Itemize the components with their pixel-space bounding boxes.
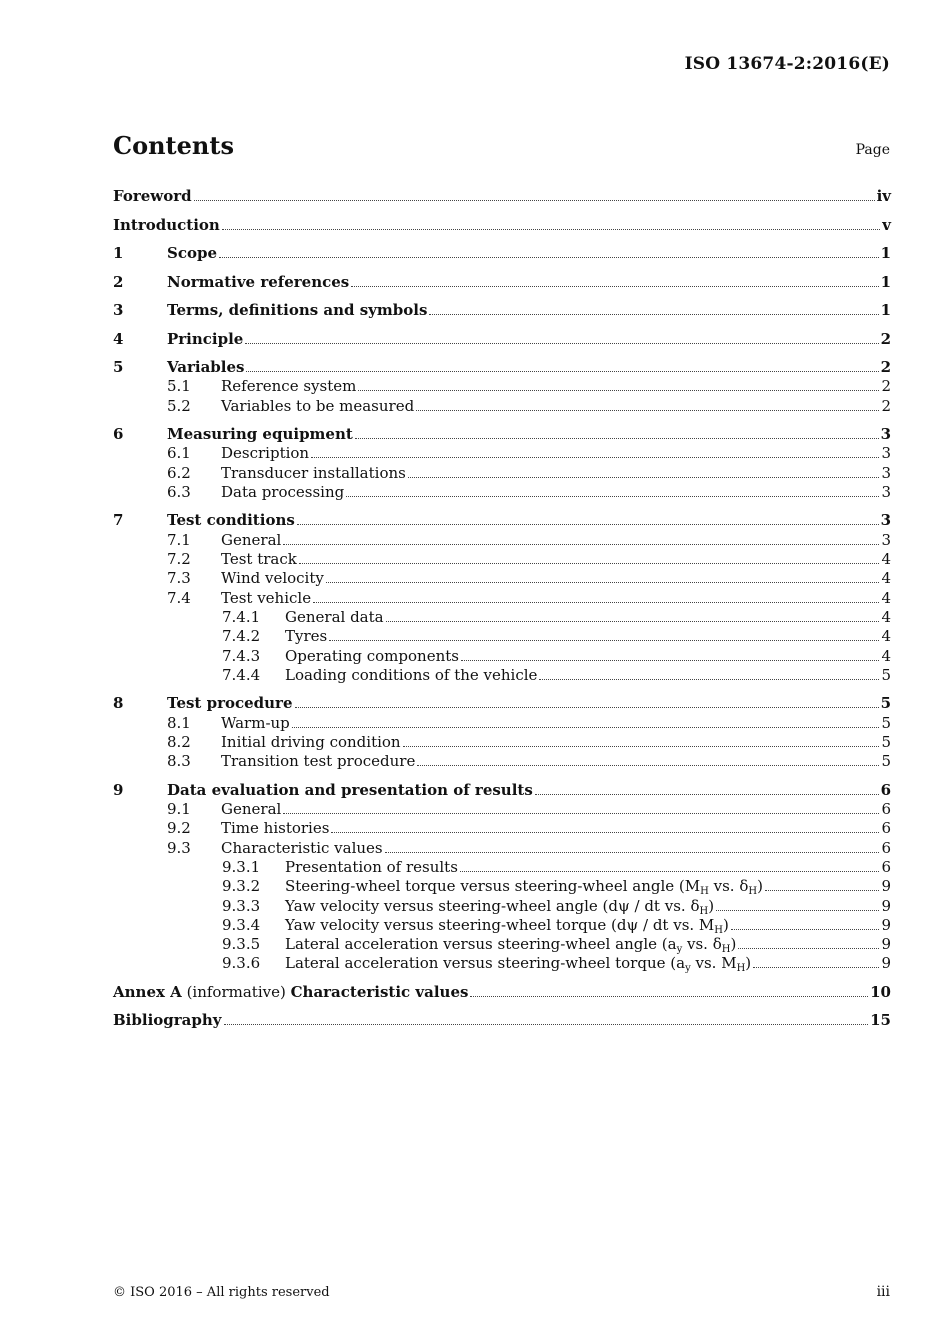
dot-leader — [461, 660, 879, 661]
toc-entry[interactable] — [113, 530, 891, 549]
toc-entry-title: Yaw velocity versus steering-wheel torque (dψ / dt vs. $M_H$) — [285, 915, 729, 936]
toc-entry[interactable] — [113, 463, 891, 482]
toc-entry-page: 3 — [881, 444, 891, 463]
toc-entry[interactable] — [113, 444, 891, 463]
toc-entry[interactable] — [113, 377, 891, 396]
toc-entry-title: General data — [285, 607, 384, 626]
toc-entry-number: 4 — [113, 329, 124, 348]
toc-entry[interactable] — [113, 713, 891, 732]
toc-entry[interactable] — [113, 896, 891, 915]
toc-entry-title: Terms, definitions and symbols — [167, 301, 428, 319]
toc-entry-title: General — [221, 800, 282, 819]
toc-entry-number: 6 — [113, 425, 124, 444]
toc-entry-number: 6.2 — [167, 463, 191, 482]
toc-entry-title: Reference system — [221, 377, 357, 396]
toc-entry-title: Principle — [167, 329, 244, 348]
toc-entry-number: 7.1 — [167, 530, 191, 549]
toc-entry-title: Foreword — [113, 187, 192, 205]
toc-entry-page: iv — [876, 187, 891, 205]
dot-leader — [295, 707, 879, 708]
toc-entry-page: 9 — [881, 915, 891, 934]
toc-entry-title: Loading conditions of the vehicle — [285, 665, 538, 684]
toc-entry-title: Time histories — [221, 819, 330, 838]
toc-entry-number: 8 — [113, 694, 124, 713]
dot-leader — [416, 410, 879, 411]
toc-entry-title: Transducer installations — [221, 463, 406, 482]
toc-entry-title: Yaw velocity versus steering-wheel angle (dψ / dt vs. $\delta_H$) — [285, 896, 715, 917]
dot-leader — [329, 640, 879, 641]
dot-leader — [470, 996, 868, 997]
toc-entry[interactable] — [113, 483, 891, 502]
toc-entry-number: 5 — [113, 358, 124, 376]
toc-entry-number: 7.4 — [167, 588, 191, 607]
dot-leader — [358, 390, 879, 391]
toc-entry-title: Variables — [167, 358, 245, 376]
toc-entry-number: 6.1 — [167, 444, 191, 463]
toc-entry-page: 9 — [881, 877, 891, 896]
toc-entry-page: 2 — [880, 358, 891, 376]
toc-entry-number: 9.3.1 — [222, 857, 261, 876]
toc-entry-title: Tyres — [285, 627, 328, 646]
toc-entry-number: 5.1 — [167, 377, 191, 396]
toc-entry-title: Normative references — [167, 272, 350, 291]
toc-entry-title: Data evaluation and presentation of results — [167, 780, 533, 799]
toc-entry-page: 6 — [881, 857, 891, 876]
toc-entry-number: 8.3 — [167, 752, 191, 771]
toc-entry[interactable] — [113, 292, 891, 321]
toc-entry-page: 3 — [880, 511, 891, 530]
toc-entry[interactable] — [113, 646, 891, 665]
toc-entry[interactable] — [113, 185, 891, 206]
dot-leader — [326, 582, 880, 583]
toc-entry-title: Warm-up — [221, 713, 290, 732]
toc-entry-title: Test conditions — [167, 511, 295, 530]
toc-entry-number: 9.3.2 — [222, 877, 261, 896]
toc-entry-number: 2 — [113, 272, 124, 291]
toc-entry-page: 3 — [880, 425, 891, 444]
toc-entry-page: 1 — [880, 272, 891, 291]
toc-entry-title: Measuring equipment — [167, 425, 353, 444]
toc-entry[interactable] — [113, 349, 891, 378]
toc-entry-title: Introduction — [113, 215, 220, 234]
toc-entry-page: 6 — [881, 819, 891, 838]
dot-leader — [283, 544, 879, 545]
toc-entry[interactable] — [113, 935, 891, 954]
toc-entry-page: 4 — [881, 588, 891, 607]
toc-entry-title: Steering-wheel torque versus steering-wheel angle ($M_H$ vs. $\delta_H$) — [285, 877, 763, 898]
toc-entry-page: 2 — [880, 329, 891, 348]
toc-entry-title: Initial driving condition — [221, 732, 401, 751]
toc-entry-page: 2 — [881, 377, 891, 396]
document-id: ISO 13674-2:2016(E) — [684, 54, 890, 74]
toc-entry-number: 3 — [113, 301, 124, 319]
toc-entry-title: Presentation of results — [285, 857, 458, 876]
toc-entry[interactable] — [113, 608, 891, 627]
toc-entry-title: Test vehicle — [221, 588, 312, 607]
toc-entry-page: 2 — [881, 396, 891, 415]
toc-entry[interactable] — [113, 800, 891, 819]
toc-entry-number: 6.3 — [167, 482, 191, 501]
toc-entry-page: 4 — [881, 569, 891, 588]
toc-entry-number: 9.2 — [167, 819, 191, 838]
dot-leader — [297, 524, 879, 525]
toc-entry[interactable] — [113, 263, 891, 292]
toc-entry-number: 7.4.2 — [222, 627, 261, 646]
toc-entry[interactable] — [113, 550, 891, 569]
toc-entry-number: 1 — [113, 244, 124, 262]
toc-entry-title: Description — [221, 444, 310, 463]
toc-entry[interactable] — [113, 235, 891, 264]
toc-entry-page: 9 — [881, 935, 891, 954]
page-number: iii — [876, 1284, 890, 1300]
toc-entry[interactable] — [113, 752, 891, 771]
toc-entry-number: 7.4.1 — [222, 607, 261, 626]
toc-entry-title: Operating components — [285, 646, 459, 665]
toc-entry-number: 7.4.4 — [222, 665, 261, 684]
dot-leader — [753, 967, 879, 968]
dot-leader — [331, 832, 879, 833]
toc-entry-number: 9.3.3 — [222, 896, 261, 915]
toc-entry-page: 10 — [870, 982, 891, 1001]
toc-entry[interactable] — [113, 1002, 891, 1031]
toc-entry-title: Wind velocity — [221, 569, 324, 588]
dot-leader — [351, 286, 878, 287]
table-of-contents — [113, 185, 891, 1030]
toc-entry-page: 15 — [870, 1011, 891, 1030]
dot-leader — [311, 457, 879, 458]
dot-leader — [194, 200, 875, 201]
toc-entry[interactable] — [113, 838, 891, 857]
toc-entry-title: Lateral acceleration versus steering-wheel torque ($a_y$ vs. $M_H$) — [285, 954, 752, 975]
toc-entry-title: General — [221, 530, 282, 549]
toc-entry-title: Characteristic values — [221, 838, 383, 857]
toc-entry-page: 4 — [881, 550, 891, 569]
toc-entry[interactable] — [113, 819, 891, 838]
dot-leader — [222, 229, 880, 230]
toc-entry-title: Bibliography — [113, 1011, 222, 1030]
toc-entry[interactable] — [113, 666, 891, 685]
toc-entry-page: 3 — [881, 530, 891, 549]
toc-entry-page: 3 — [881, 482, 891, 501]
toc-entry-page: 5 — [880, 694, 891, 713]
dot-leader — [346, 496, 879, 497]
toc-entry-page: 5 — [881, 752, 891, 771]
toc-entry-number: 9.3.6 — [222, 954, 261, 973]
toc-entry-page: 6 — [881, 800, 891, 819]
toc-entry-number: 9.3 — [167, 838, 191, 857]
toc-entry-page: 4 — [881, 646, 891, 665]
dot-leader — [535, 794, 879, 795]
toc-entry-page: v — [882, 215, 891, 234]
toc-entry-number: 7.4.3 — [222, 646, 261, 665]
dot-leader — [765, 890, 879, 891]
dot-leader — [738, 948, 879, 949]
toc-entry-page: 9 — [881, 896, 891, 915]
toc-entry[interactable] — [113, 320, 891, 349]
toc-entry-page: 1 — [880, 301, 891, 319]
toc-entry-number: 8.1 — [167, 713, 191, 732]
toc-entry[interactable] — [113, 973, 891, 1002]
toc-entry-number: 9.3.5 — [222, 935, 261, 954]
toc-entry-title: Scope — [167, 244, 218, 262]
toc-entry-page: 6 — [880, 780, 891, 799]
toc-entry-page: 5 — [881, 732, 891, 751]
dot-leader — [731, 929, 880, 930]
dot-leader — [246, 371, 878, 372]
toc-entry-page: 6 — [881, 838, 891, 857]
dot-leader — [224, 1024, 869, 1025]
toc-entry[interactable] — [113, 206, 891, 235]
toc-entry-number: 9 — [113, 780, 124, 799]
toc-entry[interactable] — [113, 502, 891, 531]
toc-entry[interactable] — [113, 733, 891, 752]
toc-entry[interactable] — [113, 588, 891, 607]
toc-entry-page: 1 — [880, 244, 891, 262]
toc-entry-page: 3 — [881, 463, 891, 482]
dot-leader — [385, 852, 880, 853]
toc-entry-title: Annex A (informative) Characteristic values — [113, 982, 469, 1001]
dot-leader — [417, 765, 879, 766]
toc-entry[interactable] — [113, 416, 891, 445]
toc-entry-number: 7 — [113, 511, 124, 530]
toc-entry-title: Variables to be measured — [221, 396, 415, 415]
dot-leader — [313, 602, 879, 603]
page-column-label: Page — [855, 142, 890, 158]
dot-leader — [355, 438, 879, 439]
toc-entry-page: 5 — [881, 713, 891, 732]
toc-entry-title: Test track — [221, 550, 297, 569]
toc-entry-number: 8.2 — [167, 732, 191, 751]
toc-entry[interactable] — [113, 396, 891, 415]
dot-leader — [219, 257, 879, 258]
toc-entry-title: Test procedure — [167, 694, 293, 713]
toc-entry[interactable] — [113, 627, 891, 646]
dot-leader — [408, 477, 880, 478]
toc-entry[interactable] — [113, 877, 891, 896]
toc-entry[interactable] — [113, 954, 891, 973]
dot-leader — [283, 813, 879, 814]
toc-entry-number: 9.3.4 — [222, 915, 261, 934]
dot-leader — [539, 679, 879, 680]
toc-entry-page: 4 — [881, 627, 891, 646]
toc-entry-number: 7.3 — [167, 569, 191, 588]
dot-leader — [386, 621, 880, 622]
toc-entry-title: Transition test procedure — [221, 752, 416, 771]
dot-leader — [245, 343, 878, 344]
toc-entry[interactable] — [113, 685, 891, 714]
dot-leader — [429, 314, 878, 315]
toc-entry-title: Data processing — [221, 482, 345, 501]
toc-entry-page: 5 — [881, 665, 891, 684]
dot-leader — [403, 746, 880, 747]
dot-leader — [460, 871, 880, 872]
toc-entry-title: Lateral acceleration versus steering-wheel angle ($a_y$ vs. $\delta_H$) — [285, 935, 737, 956]
toc-entry-number: 5.2 — [167, 396, 191, 415]
dot-leader — [299, 563, 880, 564]
dot-leader — [716, 910, 879, 911]
toc-entry-number: 9.1 — [167, 800, 191, 819]
toc-entry[interactable] — [113, 858, 891, 877]
toc-entry[interactable] — [113, 771, 891, 800]
copyright-notice: © ISO 2016 – All rights reserved — [113, 1285, 330, 1300]
toc-entry[interactable] — [113, 916, 891, 935]
toc-entry[interactable] — [113, 569, 891, 588]
page-title: Contents — [113, 131, 234, 160]
toc-entry-page: 4 — [881, 607, 891, 626]
dot-leader — [292, 727, 880, 728]
toc-entry-number: 7.2 — [167, 550, 191, 569]
toc-entry-page: 9 — [881, 954, 891, 973]
